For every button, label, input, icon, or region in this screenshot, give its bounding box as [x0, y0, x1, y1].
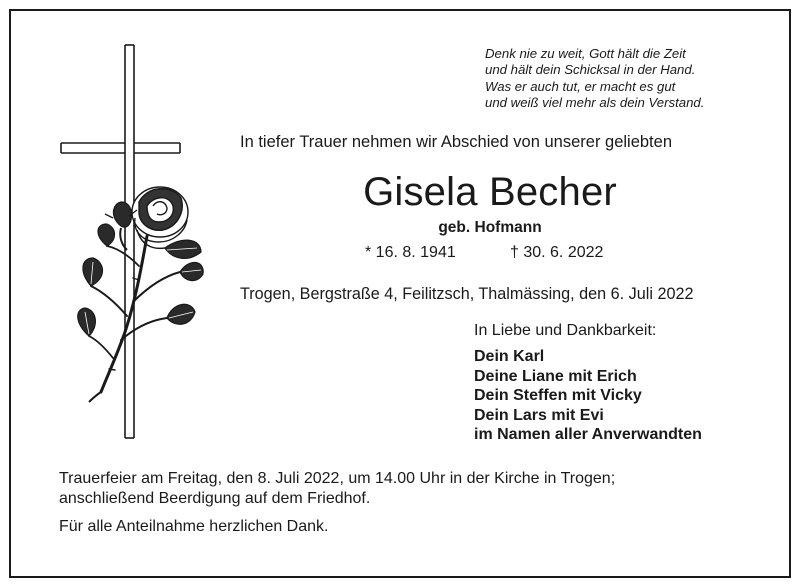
poem-line: Was er auch tut, er macht es gut [485, 78, 676, 94]
mourners-list [474, 347, 702, 445]
mourner-name: Dein Lars mit Evi [474, 406, 604, 424]
poem-line: Denk nie zu weit, Gott hält die Zeit [485, 46, 686, 61]
birth-date: * 16. 8. 1941 [365, 244, 456, 261]
deceased-name: Gisela Becher [363, 170, 617, 214]
service-line: Trauerfeier am Freitag, den 8. Juli 2022, um 14.00 Uhr in der Kirche in Trogen; [59, 470, 616, 487]
poem [485, 46, 704, 112]
intro-text: In tiefer Trauer nehmen wir Abschied von unserer geliebten [240, 133, 672, 151]
mourner-name: im Namen aller Anverwandten [474, 426, 702, 443]
mourner-name: Dein Karl [474, 348, 545, 365]
birth-name: geb. Hofmann [438, 219, 542, 236]
service-line: anschließend Beerdigung auf dem Friedhof. [59, 490, 371, 507]
poem-line: und weiß viel mehr als dein Verstand. [485, 95, 705, 111]
mourners-heading: In Liebe und Dankbarkeit: [474, 322, 657, 339]
poem-line: und hält dein Schicksal in der Hand. [485, 62, 696, 78]
place-and-date: Trogen, Bergstraße 4, Feilitzsch, Thalmässing, den 6. Juli 2022 [240, 285, 694, 303]
funeral-service-info [59, 469, 615, 509]
mourner-name: Deine Liane mit Erich [474, 367, 637, 385]
cross-with-rose-icon [55, 40, 205, 445]
death-date: † 30. 6. 2022 [510, 244, 604, 261]
mourner-name: Dein Steffen mit Vicky [474, 387, 642, 404]
closing-thanks: Für alle Anteilnahme herzlichen Dank. [59, 518, 329, 535]
